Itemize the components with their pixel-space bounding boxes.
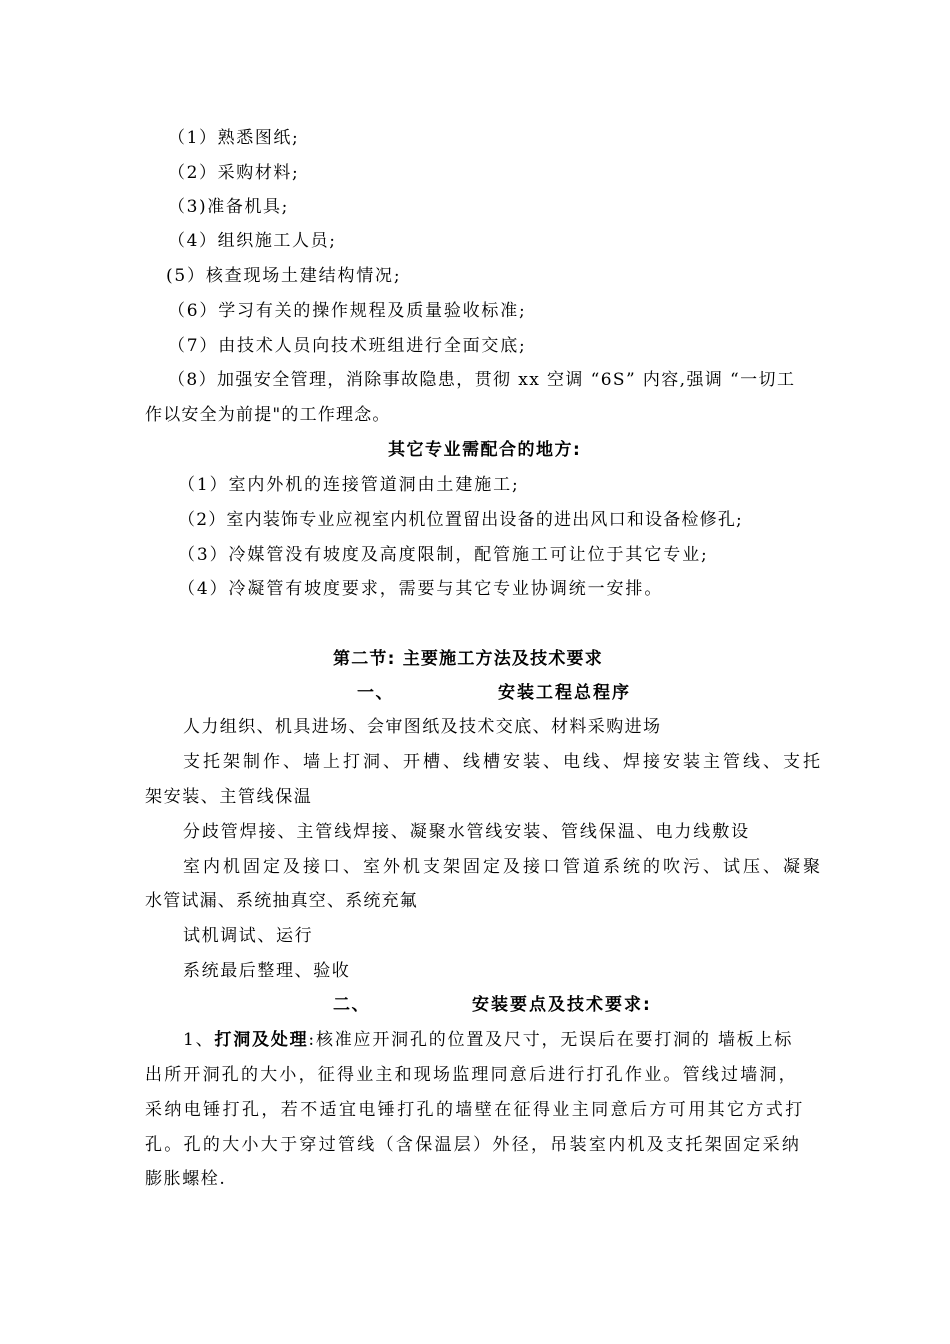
step-1: 人力组织、机具进场、会审图纸及技术交底、材料采购进场	[183, 717, 662, 737]
part-2-number: 二、	[333, 995, 370, 1015]
coop-item-3: （3）冷媒管没有坡度及高度限制，配管施工可让位于其它专业;	[178, 545, 709, 565]
coop-item-2: （2）室内装饰专业应视室内机位置留出设备的进出风口和设备检修孔;	[178, 510, 743, 530]
drill-paragraph-line-2: 出所开洞孔的大小，征得业主和现场监理同意后进行打孔作业。管线过墙洞，	[145, 1065, 798, 1085]
step-4-line-1: 室内机固定及接口、室外机支架固定及接口管道系统的吹污、试压、凝聚	[183, 857, 823, 877]
drill-label: 打洞及处理	[214, 1030, 309, 1050]
prep-item-5: (5）核查现场土建结构情况;	[166, 266, 402, 286]
part-1-number: 一、	[357, 683, 394, 703]
prep-item-8-line-2: 作以安全为前提"的工作理念。	[145, 405, 391, 425]
prep-item-4: （4）组织施工人员;	[168, 231, 337, 251]
prep-item-7: （7）由技术人员向技术班组进行全面交底;	[168, 336, 527, 356]
part-2-title: 安装要点及技术要求:	[472, 995, 652, 1015]
drill-paragraph-line-3: 采纳电锤打孔，若不适宜电锤打孔的墙壁在征得业主同意后方可用其它方式打	[145, 1100, 805, 1120]
prep-item-3: （3)准备机具;	[168, 197, 289, 217]
step-4-line-2: 水管试漏、系统抽真空、系统充氟	[145, 891, 418, 911]
step-6: 系统最后整理、验收	[183, 961, 351, 981]
prep-item-8-line-1: （8）加强安全管理，消除事故隐患，贯彻 xx 空调 “6S” 内容,强调 “一切工	[168, 370, 796, 390]
prep-item-1: （1）熟悉图纸;	[168, 128, 300, 148]
drill-paragraph-line-4: 孔。孔的大小大于穿过管线（含保温层）外径，吊装室内机及支托架固定采纳	[145, 1135, 802, 1155]
drill-text-1: :核准应开洞孔的位置及尺寸，无误后在要打洞的 墙板上标	[308, 1030, 794, 1050]
coop-heading: 其它专业需配合的地方:	[388, 440, 582, 460]
prep-item-6: （6）学习有关的操作规程及质量验收标准;	[168, 301, 527, 321]
drill-paragraph-line-5: 膨胀螺栓.	[145, 1169, 227, 1189]
coop-item-1: （1）室内外机的连接管道洞由土建施工;	[178, 475, 520, 495]
section-title: 第二节: 主要施工方法及技术要求	[333, 649, 603, 669]
step-5: 试机调试、运行	[183, 926, 314, 946]
prep-item-2: （2）采购材料;	[168, 163, 300, 183]
coop-item-4: （4）冷凝管有坡度要求，需要与其它专业协调统一安排。	[178, 579, 664, 599]
step-2-line-1: 支托架制作、墙上打洞、开槽、线槽安装、电线、焊接安装主管线、支托	[183, 752, 823, 772]
drill-paragraph-line-1	[183, 1030, 793, 1050]
step-2-line-2: 架安装、主管线保温	[145, 787, 313, 807]
part-1-title: 安装工程总程序	[498, 683, 631, 703]
step-3: 分歧管焊接、主管线焊接、凝聚水管线安装、管线保温、电力线敷设	[183, 822, 750, 842]
drill-number: 1、	[183, 1030, 215, 1050]
